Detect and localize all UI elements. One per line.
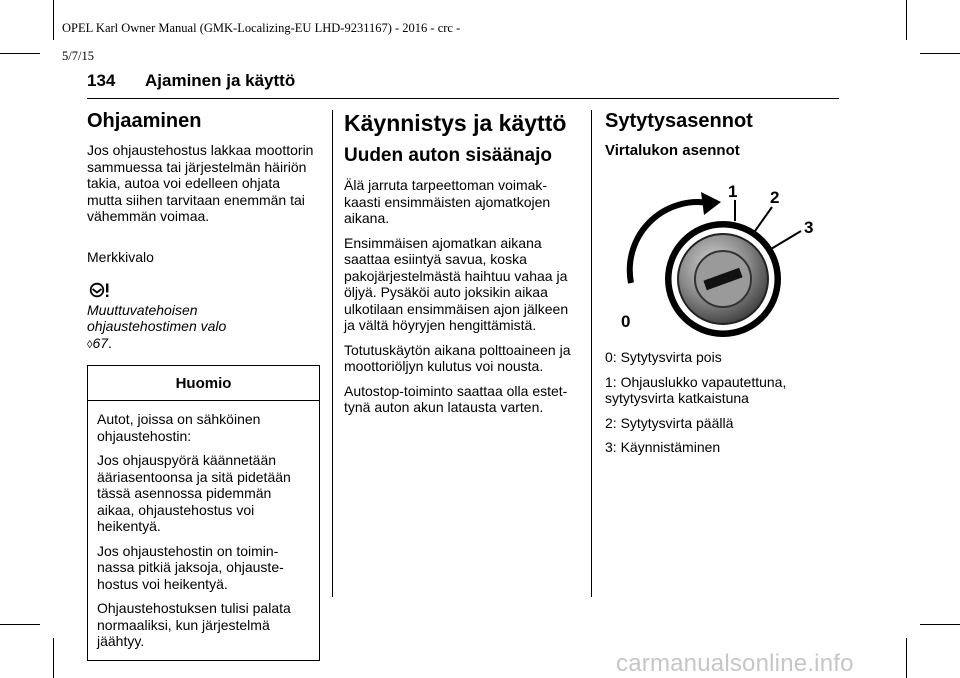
column-ignition <box>605 110 841 464</box>
column-steering <box>87 110 322 661</box>
running-in-paragraph: Älä jarruta tarpeettoman voimak- kaasti ensimmäisten ajomatkojen aikana. <box>344 177 551 226</box>
heading-steering: Ohjaaminen <box>87 110 202 132</box>
notice-paragraph: Jos ohjauspyörä käännetään ääriasentoonsa ja sitä pidetään tässä asennossa pidemmän aikaa, ohjaustehostus voi heikentyä. <box>97 452 291 534</box>
subheading-running-in: Uuden auton sisäänajo <box>344 145 552 166</box>
reference-text: Muuttuvatehoisen ohjaustehostimen valo <box>87 301 227 334</box>
notice-body <box>88 401 319 660</box>
crop-mark <box>920 624 960 625</box>
crop-mark <box>0 624 40 625</box>
legend-item-1: 1: Ohjauslukko vapautettuna, sytytysvirta katkaistuna <box>605 373 787 406</box>
document-meta-line2: 5/7/15 <box>62 49 94 63</box>
reference-period: . <box>108 334 112 351</box>
notice-paragraph: Autot, joissa on sähköinen ohjaustehostin: <box>97 411 261 444</box>
column-divider <box>591 110 592 597</box>
position-label-2: 2 <box>770 188 780 207</box>
page-number: 134 <box>87 71 116 90</box>
ignition-lock-illustration <box>605 169 841 349</box>
rotation-arrow-head <box>701 192 721 215</box>
page-header <box>87 68 839 99</box>
notice-paragraph: Jos ohjaustehostin on toimin- nassa pitkiä jaksoja, ohjauste- hostus voi heikentyä. <box>97 542 284 592</box>
warning-light-reference <box>87 233 322 354</box>
legend-item-3: 3: Käynnistäminen <box>605 439 721 455</box>
notice-title: Huomio <box>88 366 319 401</box>
heading-start-operation: Käynnistys ja käyttö <box>344 110 567 136</box>
column-start-operation <box>344 110 580 424</box>
column-divider <box>332 110 333 597</box>
crop-mark <box>920 53 960 54</box>
document-meta-line1: OPEL Karl Owner Manual (GMK-Localizing-EU LHD-9231167) - 2016 - crc - <box>62 21 461 35</box>
running-in-paragraph: Autostop-toiminto saattaa olla estet- tynä auton akun latausta varten. <box>344 382 568 415</box>
running-in-paragraph: Ensimmäisen ajomatkan aikana saattaa esiintyä savua, koska pakojärjestelmästä haihtuu vahaa ja öljyä. Pysäköi auto joksikin aikaa ulkotilaan ensimmäisen ajon jälkeen ja vältä höyryjen hengittämistä. <box>344 234 569 333</box>
ignition-legend <box>605 349 841 456</box>
subheading-ignition-lock: Virtalukon asennot <box>605 142 740 159</box>
position-line-3 <box>771 231 801 249</box>
crop-mark <box>53 638 54 678</box>
notice-box <box>87 365 320 661</box>
legend-item-2: 2: Sytytysvirta päällä <box>605 414 734 431</box>
document-meta <box>62 7 460 63</box>
notice-paragraph: Ohjaustehostuksen tulisi palata normaaliksi, kun järjestelmä jäähtyy. <box>97 600 291 649</box>
position-label-0: 0 <box>621 312 631 331</box>
running-in-paragraph: Totutuskäytön aikana polttoaineen ja moottoriöljyn kulutus voi nousta. <box>344 341 571 374</box>
reference-lead: Merkkivalo <box>87 249 154 265</box>
steering-warning-icon <box>89 266 115 302</box>
position-label-1: 1 <box>728 182 738 201</box>
crop-mark <box>0 53 40 54</box>
crop-mark <box>906 638 907 678</box>
heading-ignition-positions: Sytytysasennot <box>605 110 753 132</box>
page-reference-icon: ◊ <box>87 338 93 351</box>
section-title: Ajaminen ja käyttö <box>145 71 296 90</box>
ignition-diagram <box>605 169 841 349</box>
legend-item-0: 0: Sytytysvirta pois <box>605 349 722 365</box>
watermark: carmanualsonline.info <box>616 650 854 677</box>
position-label-3: 3 <box>804 218 814 237</box>
reference-page-link[interactable]: 67 <box>92 334 109 351</box>
steering-paragraph: Jos ohjaustehostus lakkaa moottorin sammuessa tai järjestelmän häiriön takia, autoa voi edelleen ohjata mutta siihen tarvitaan enemmän tai vähemmän voimaa. <box>87 142 314 224</box>
position-line-2 <box>755 207 772 231</box>
crop-mark <box>53 0 54 40</box>
crop-mark <box>906 0 907 40</box>
